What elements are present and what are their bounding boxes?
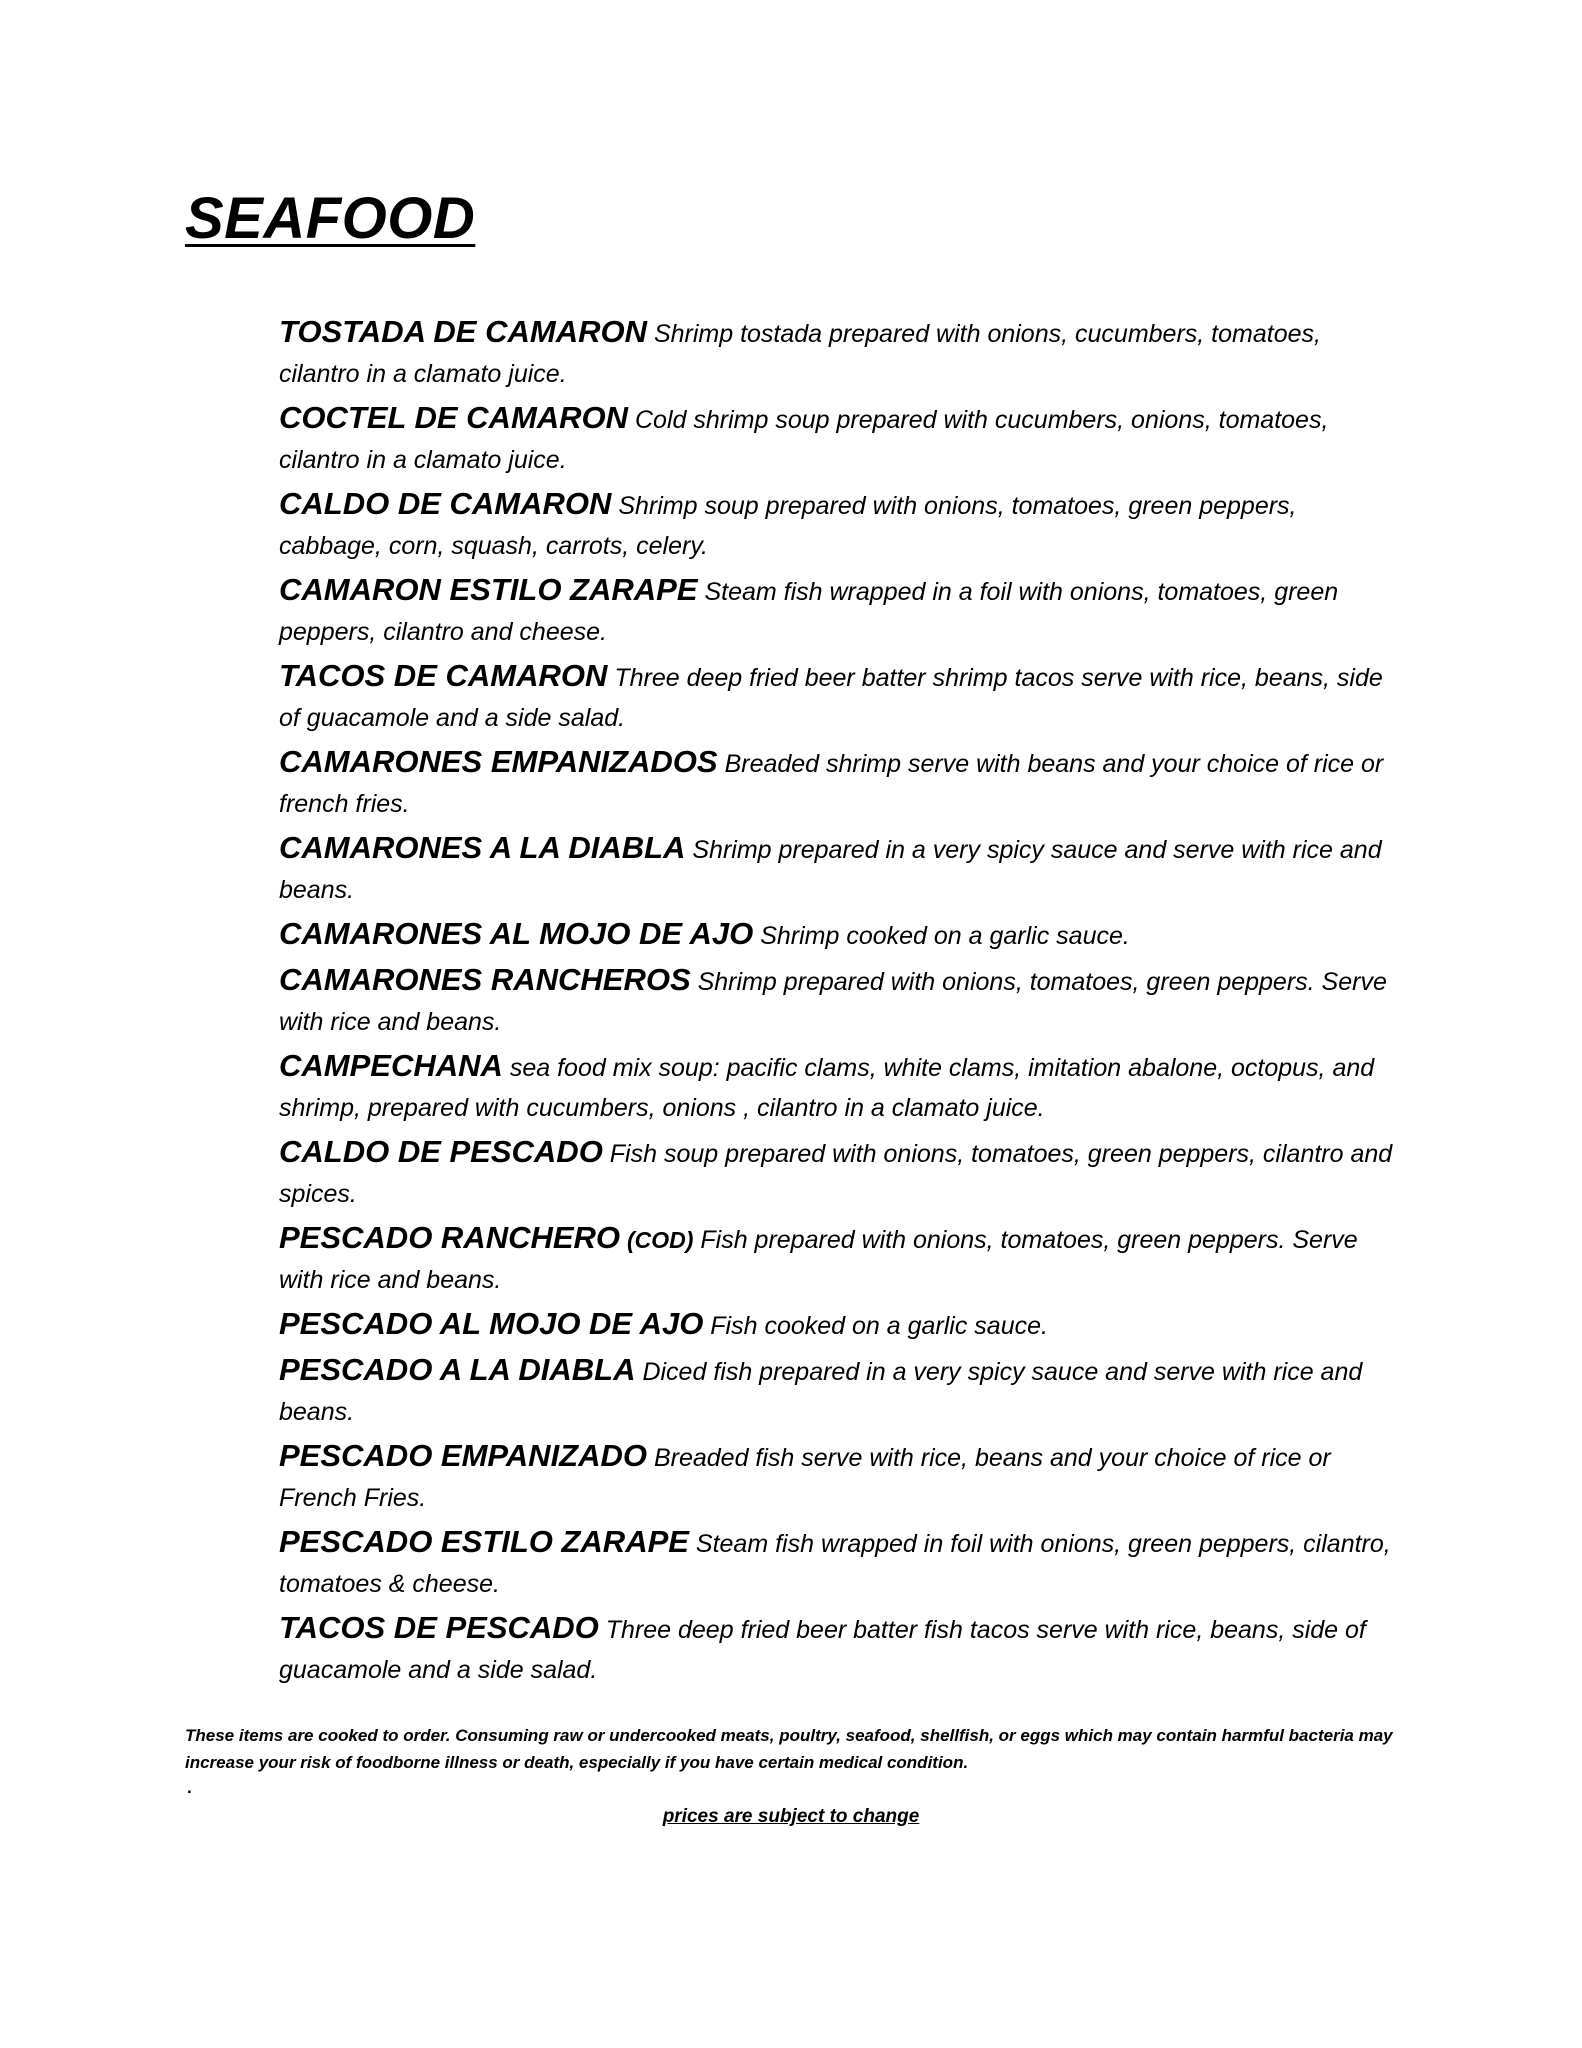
menu-item bbox=[279, 1436, 1399, 1518]
stray-dot: . bbox=[187, 1778, 192, 1797]
menu-item bbox=[279, 960, 1399, 1042]
menu-item-description: Three deep fried beer batter shrimp tacos serve with rice, beans, side of guacamole and a side salad. bbox=[279, 664, 1383, 732]
menu-item bbox=[279, 914, 1399, 956]
menu-item-name: TOSTADA DE CAMARON bbox=[279, 314, 647, 349]
menu-item-description: Cold shrimp soup prepared with cucumbers, onions, tomatoes, cilantro in a clamato juice. bbox=[279, 406, 1329, 474]
menu-item bbox=[279, 1132, 1399, 1214]
menu-item-name: TACOS DE PESCADO bbox=[279, 1610, 599, 1645]
menu-item-name: PESCADO EMPANIZADO bbox=[279, 1438, 648, 1473]
menu-item-description: Shrimp prepared with onions, tomatoes, green peppers. Serve with rice and beans. bbox=[279, 968, 1387, 1036]
menu-item-name: CAMARONES A LA DIABLA bbox=[279, 830, 686, 865]
menu-item bbox=[279, 312, 1399, 394]
menu-item bbox=[279, 1046, 1399, 1128]
menu-item bbox=[279, 484, 1399, 566]
menu-item-description: Fish cooked on a garlic sauce. bbox=[710, 1312, 1048, 1340]
menu-item bbox=[279, 1522, 1399, 1604]
menu-item bbox=[279, 1304, 1399, 1346]
menu-item bbox=[279, 742, 1399, 824]
menu-item bbox=[279, 1218, 1399, 1300]
menu-item bbox=[279, 1350, 1399, 1432]
menu-list bbox=[279, 312, 1399, 1694]
food-safety-disclaimer: These items are cooked to order. Consuming raw or undercooked meats, poultry, seafood, shellfish, or eggs which may contain harmful bacteria may increase your risk of foodborne illness or death, especially if you have certain medical condition. bbox=[185, 1726, 1393, 1772]
menu-item-name: CALDO DE CAMARON bbox=[279, 486, 612, 521]
menu-item-description: Diced fish prepared in a very spicy sauce and serve with rice and beans. bbox=[279, 1358, 1363, 1426]
menu-item-name: CAMPECHANA bbox=[279, 1048, 503, 1083]
menu-item-name: CAMARONES AL MOJO DE AJO bbox=[279, 916, 754, 951]
menu-item-name: CAMARONES RANCHEROS bbox=[279, 962, 691, 997]
menu-item-description: Shrimp cooked on a garlic sauce. bbox=[760, 922, 1130, 950]
menu-item-description: Shrimp prepared in a very spicy sauce and serve with rice and beans. bbox=[279, 836, 1382, 904]
menu-item-description: Shrimp soup prepared with onions, tomatoes, green peppers, cabbage, corn, squash, carrots, celery. bbox=[279, 492, 1297, 560]
menu-item-name: CAMARONES EMPANIZADOS bbox=[279, 744, 718, 779]
menu-item-description: Steam fish wrapped in a foil with onions, tomatoes, green peppers, cilantro and cheese. bbox=[279, 578, 1339, 646]
menu-item bbox=[279, 1608, 1399, 1690]
menu-item-tag: (COD) bbox=[626, 1227, 694, 1253]
menu-item-name: PESCADO RANCHERO bbox=[279, 1220, 621, 1255]
menu-item-name: COCTEL DE CAMARON bbox=[279, 400, 629, 435]
menu-item-description: Breaded fish serve with rice, beans and your choice of rice or French Fries. bbox=[279, 1444, 1331, 1512]
menu-item-description: Fish prepared with onions, tomatoes, green peppers. Serve with rice and beans. bbox=[279, 1226, 1358, 1294]
menu-item bbox=[279, 828, 1399, 910]
menu-item-name: PESCADO A LA DIABLA bbox=[279, 1352, 636, 1387]
menu-item-description: Steam fish wrapped in foil with onions, green peppers, cilantro, tomatoes & cheese. bbox=[279, 1530, 1391, 1598]
menu-item-description: sea food mix soup: pacific clams, white clams, imitation abalone, octopus, and shrimp, prepared with cucumbers, onions , cilantro in a clamato juice. bbox=[279, 1054, 1375, 1122]
menu-item-name: CALDO DE PESCADO bbox=[279, 1134, 603, 1169]
menu-item-description: Fish soup prepared with onions, tomatoes, green peppers, cilantro and spices. bbox=[279, 1140, 1393, 1208]
menu-item-name: TACOS DE CAMARON bbox=[279, 658, 608, 693]
menu-item-description: Shrimp tostada prepared with onions, cucumbers, tomatoes, cilantro in a clamato juice. bbox=[279, 320, 1321, 388]
menu-item bbox=[279, 398, 1399, 480]
price-change-note: prices are subject to change bbox=[662, 1806, 920, 1827]
menu-item bbox=[279, 570, 1399, 652]
menu-item-name: PESCADO ESTILO ZARAPE bbox=[279, 1524, 689, 1559]
menu-item-description: Three deep fried beer batter fish tacos serve with rice, beans, side of guacamole and a side salad. bbox=[279, 1616, 1366, 1684]
menu-item-name: PESCADO AL MOJO DE AJO bbox=[279, 1306, 704, 1341]
menu-item bbox=[279, 656, 1399, 738]
menu-item-description: Breaded shrimp serve with beans and your choice of rice or french fries. bbox=[279, 750, 1384, 818]
menu-item-name: CAMARON ESTILO ZARAPE bbox=[279, 572, 698, 607]
page-title: SEAFOOD bbox=[185, 186, 476, 251]
